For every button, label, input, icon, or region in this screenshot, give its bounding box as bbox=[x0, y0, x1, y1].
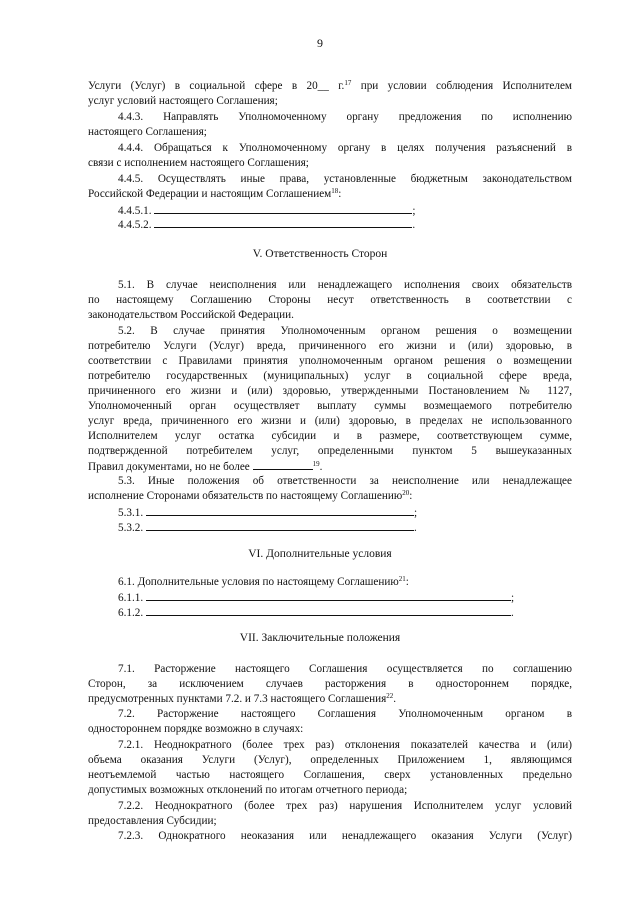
text-line: 6.1. Дополнительные условия по настоящему Соглашению$^{21}$: bbox=[118, 575, 409, 588]
text-line: связи с исполнением настоящего Соглашения; bbox=[88, 157, 309, 169]
text-line: Сторон, за исключением случаев расторжения в одностороннем порядке, bbox=[88, 678, 572, 690]
text-line: неотъемлемой частью настоящего Соглашения, сверх установленных предельно bbox=[88, 769, 572, 781]
blank-field-line: 4.4.5.2. . bbox=[118, 219, 416, 231]
text-line: допустимых возможных отклонений по итогам отчетного периода; bbox=[88, 784, 408, 796]
text-line: объема оказания Услуги (Услуг), определенных Приложением 1, являющимся bbox=[88, 754, 572, 766]
blank-field bbox=[154, 217, 412, 228]
text-line: Правил документами, но не более $^{19}$. bbox=[88, 460, 323, 473]
text-line: подтвержденной потребителем услуг, определенными пунктом 5 вышеуказанных bbox=[88, 445, 572, 457]
section-heading: VII. Заключительные положения bbox=[239, 632, 401, 644]
page-number: 9 bbox=[317, 36, 323, 50]
blank-field-line: 4.4.5.1. ; bbox=[118, 205, 416, 217]
blank-field-line: 5.3.1. ; bbox=[118, 507, 418, 519]
text-line: 4.4.5. Осуществлять иные права, установленные бюджетным законодательством bbox=[118, 173, 572, 185]
blank-field-line: 6.1.2. . bbox=[118, 607, 514, 619]
text-line: услуг вреда, причиненного его жизни и (или) здоровью, в пределах не использованного bbox=[88, 415, 572, 427]
blank-field bbox=[154, 203, 412, 214]
text-line: исполнение Сторонами обязательств по настоящему Соглашению$^{20}$: bbox=[88, 489, 413, 502]
text-line: 7.2.1. Неоднократного (более трех раз) отклонения показателей качества и (или) bbox=[118, 739, 572, 751]
blank-field bbox=[146, 505, 414, 516]
text-line: Услуги (Услуг) в социальной сфере в 20__ г.$^{17}$ при условии соблюдения Исполнителем bbox=[88, 79, 572, 92]
text-line: 5.3. Иные положения об ответственности за неисполнение или ненадлежащее bbox=[118, 475, 572, 487]
text-line: Уполномоченный орган осуществляет выплату суммы возмещаемого потребителю bbox=[88, 400, 572, 412]
text-line: 7.1. Расторжение настоящего Соглашения осуществляется по соглашению bbox=[118, 663, 572, 675]
blank-field bbox=[146, 590, 511, 601]
text-line: одностороннем порядке возможно в случаях: bbox=[88, 723, 304, 735]
text-line: 7.2. Расторжение настоящего Соглашения Уполномоченным органом в bbox=[118, 708, 572, 720]
text-line: Российской Федерации и настоящим Соглашением$^{18}$: bbox=[88, 187, 342, 200]
text-line: Исполнителем услуг остатка субсидии и в размере, соответствующем сумме, bbox=[88, 430, 572, 442]
blank-field-line: 6.1.1. ; bbox=[118, 592, 515, 604]
text-line: по настоящему Соглашению Стороны несут ответственность в соответствии с bbox=[88, 294, 572, 306]
text-line: услуг условий настоящего Соглашения; bbox=[88, 95, 278, 107]
text-line: 5.1. В случае неисполнения или ненадлежащего исполнения своих обязательств bbox=[118, 279, 572, 291]
text-line: настоящего Соглашения; bbox=[88, 126, 207, 138]
text-line: 4.4.3. Направлять Уполномоченному органу предложения по исполнению bbox=[118, 111, 572, 123]
text-line: потребителю Услуги (Услуг) вреда, причиненного его жизни и (или) здоровью, в bbox=[88, 340, 572, 352]
text-line: 7.2.3. Однократного неоказания или ненадлежащего оказания Услуги (Услуг) bbox=[118, 830, 572, 842]
text-line: предусмотренных пунктами 7.2. и 7.3 настоящего Соглашения$^{22}$. bbox=[88, 692, 397, 705]
blank-field-line: 5.3.2. . bbox=[118, 522, 417, 534]
text-line: 4.4.4. Обращаться к Уполномоченному органу в целях получения разъяснений в bbox=[118, 142, 572, 154]
text-line: 7.2.2. Неоднократного (более трех раз) нарушения Исполнителем услуг условий bbox=[118, 800, 572, 812]
section-heading: VI. Дополнительные условия bbox=[248, 548, 392, 560]
text-line: предоставления Субсидии; bbox=[88, 815, 217, 827]
text-line: потребителю государственных (муниципальных) услуг в социальной сфере вреда, bbox=[88, 370, 572, 382]
text-line: соответствии с Правилами принятия уполномоченным органом решения о возмещении bbox=[88, 355, 572, 367]
text-line: законодательством Российской Федерации. bbox=[88, 309, 294, 321]
blank-field bbox=[146, 605, 511, 616]
text-line: 5.2. В случае принятия Уполномоченным органом решения о возмещении bbox=[118, 325, 572, 337]
blank-field bbox=[146, 520, 414, 531]
blank-field bbox=[253, 459, 313, 470]
section-heading: V. Ответственность Сторон bbox=[252, 248, 388, 260]
text-line: причиненного его жизни и (или) здоровью, утвержденными Постановлением № 1127, bbox=[88, 385, 572, 397]
